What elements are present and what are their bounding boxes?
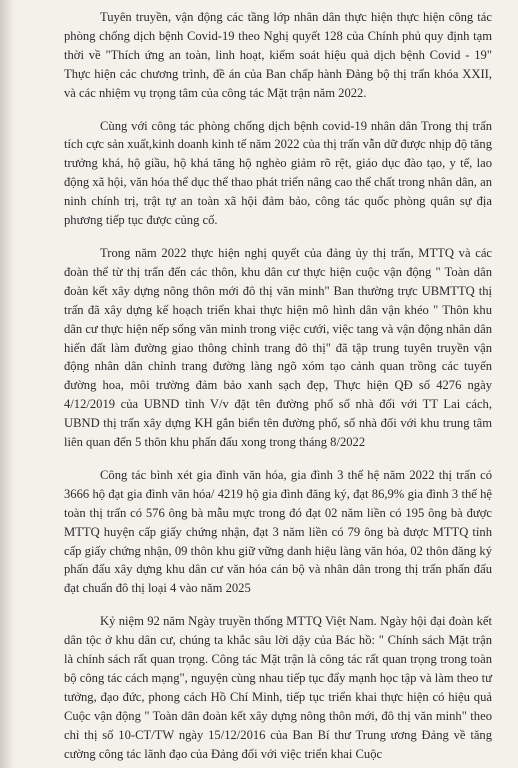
- paragraph-campaign-2022: Trong năm 2022 thực hiện nghị quyết của đảng ủy thị trấn, MTTQ và các đoàn thể từ thị trấn đến các thôn, khu dân cư thực hiện cuộc vận động " Toàn dân đoàn kết xây dựng nông thôn mới đô thị văn minh" Ban thường trực UBMTTQ thị trấn đã xây dựng kế hoạch triển khai thực hiện mô hình dân vận khéo " Thôn khu dân cư thực hiện nếp sống văn minh trong việc cưới, việc tang và vận động nhân dân hiến đất làm đường giao thông chỉnh trang đô thị" đã tập trung tuyên truyền vận động nhân dân chỉnh trang đường làng ngõ xóm tạo cảnh quan trồng các tuyến đường hoa, môi trường đảm bảo xanh sạch đẹp, Thực hiện QĐ số 4276 ngày 4/12/2019 của UBND tỉnh V/v đặt tên đường phố số nhà đối với TT Lai cách, UBND thị trấn xây dựng KH gắn biển tên đường phố, số nhà đối với khu trung tâm liên quan đến 5 thôn khu phấn đấu xong trong tháng 8/2022: [64, 245, 492, 450]
- paragraph-cultural-families: Công tác bình xét gia đình văn hóa, gia đình 3 thế hệ năm 2022 thị trấn có 3666 hộ đạt gia đình văn hóa/ 4219 hộ gia đình đăng ký, đạt 86,9% gia đình 3 thế hệ toàn thị trấn có 576 ông bà mẫu mực trong đó đạt 02 năm liền có 195 ông bà được MTTQ huyện cấp giấy chứng nhận, đạt 3 năm liền có 79 ông bà được MTTQ tỉnh cấp giấy chứng nhận, 09 thôn khu giữ vững danh hiệu làng văn hóa, 02 thôn đăng ký phấn đấu xây dựng khu dân cư văn hóa cán bộ và nhân dân trong thị trấn phấn đấu đạt chuẩn đô thị loại 4 vào năm 2025: [64, 467, 492, 596]
- paragraph-covid-propaganda: Tuyên truyền, vận động các tầng lớp nhân dân thực hiện thực hiện công tác phòng chống dịch bệnh Covid-19 theo Nghị quyết 128 của Chính phủ quy định tạm thời về "Thích ứng an toàn, linh hoạt, kiểm soát hiệu quả dịch bệnh Covid - 19" Thực hiện các chương trình, đề án của Ban chấp hành Đảng bộ thị trấn khóa XXII, và các nhiệm vụ trọng tâm của công tác Mặt trận năm 2022.: [64, 10, 492, 100]
- paragraph-anniversary: Kỷ niệm 92 năm Ngày truyền thống MTTQ Việt Nam. Ngày hội đại đoàn kết dân tộc ở khu dân cư, chúng ta khắc sâu lời dậy của Bác hồ: " Chính sách Mặt trận là chính sách rất quan trọng. Công tác Mặt trận là công tác rất quan trọng trong toàn bộ công tác cách mạng", nguyện cùng nhau tiếp tục đẩy mạnh học tập và làm theo tư tưởng, đạo đức, phong cách Hồ Chí Minh, tiếp tục triển khai thực hiện có hiệu quả Cuộc vận động " Toàn dân đoàn kết xây dựng nông thôn mới, đô thị văn minh" theo chỉ thị số 10-CT/TW ngày 15/12/2016 của Ban Bí thư Trung ương Đảng về tăng cường công tác lãnh đạo của Đảng đối với việc triển khai Cuộc: [64, 614, 492, 761]
- paragraph-economic-development: Cùng với công tác phòng chống dịch bệnh covid-19 nhân dân Trong thị trấn tích cực sản xuất,kinh doanh kinh tế năm 2022 của thị trấn vẫn dữ được nhịp độ tăng trưởng khá, hộ giầu, hộ khá tăng hộ nghèo giảm rõ rệt, giáo dục đào tạo, y tế, lao động xã hội, văn hóa thể dục thể thao phát triển nâng cao thể chất trong nhân dân, an ninh chính trị, trật tự an toàn xã hội đảm bảo, công tác quốc phòng quân sự địa phương tiếp tục được củng cố.: [64, 118, 492, 228]
